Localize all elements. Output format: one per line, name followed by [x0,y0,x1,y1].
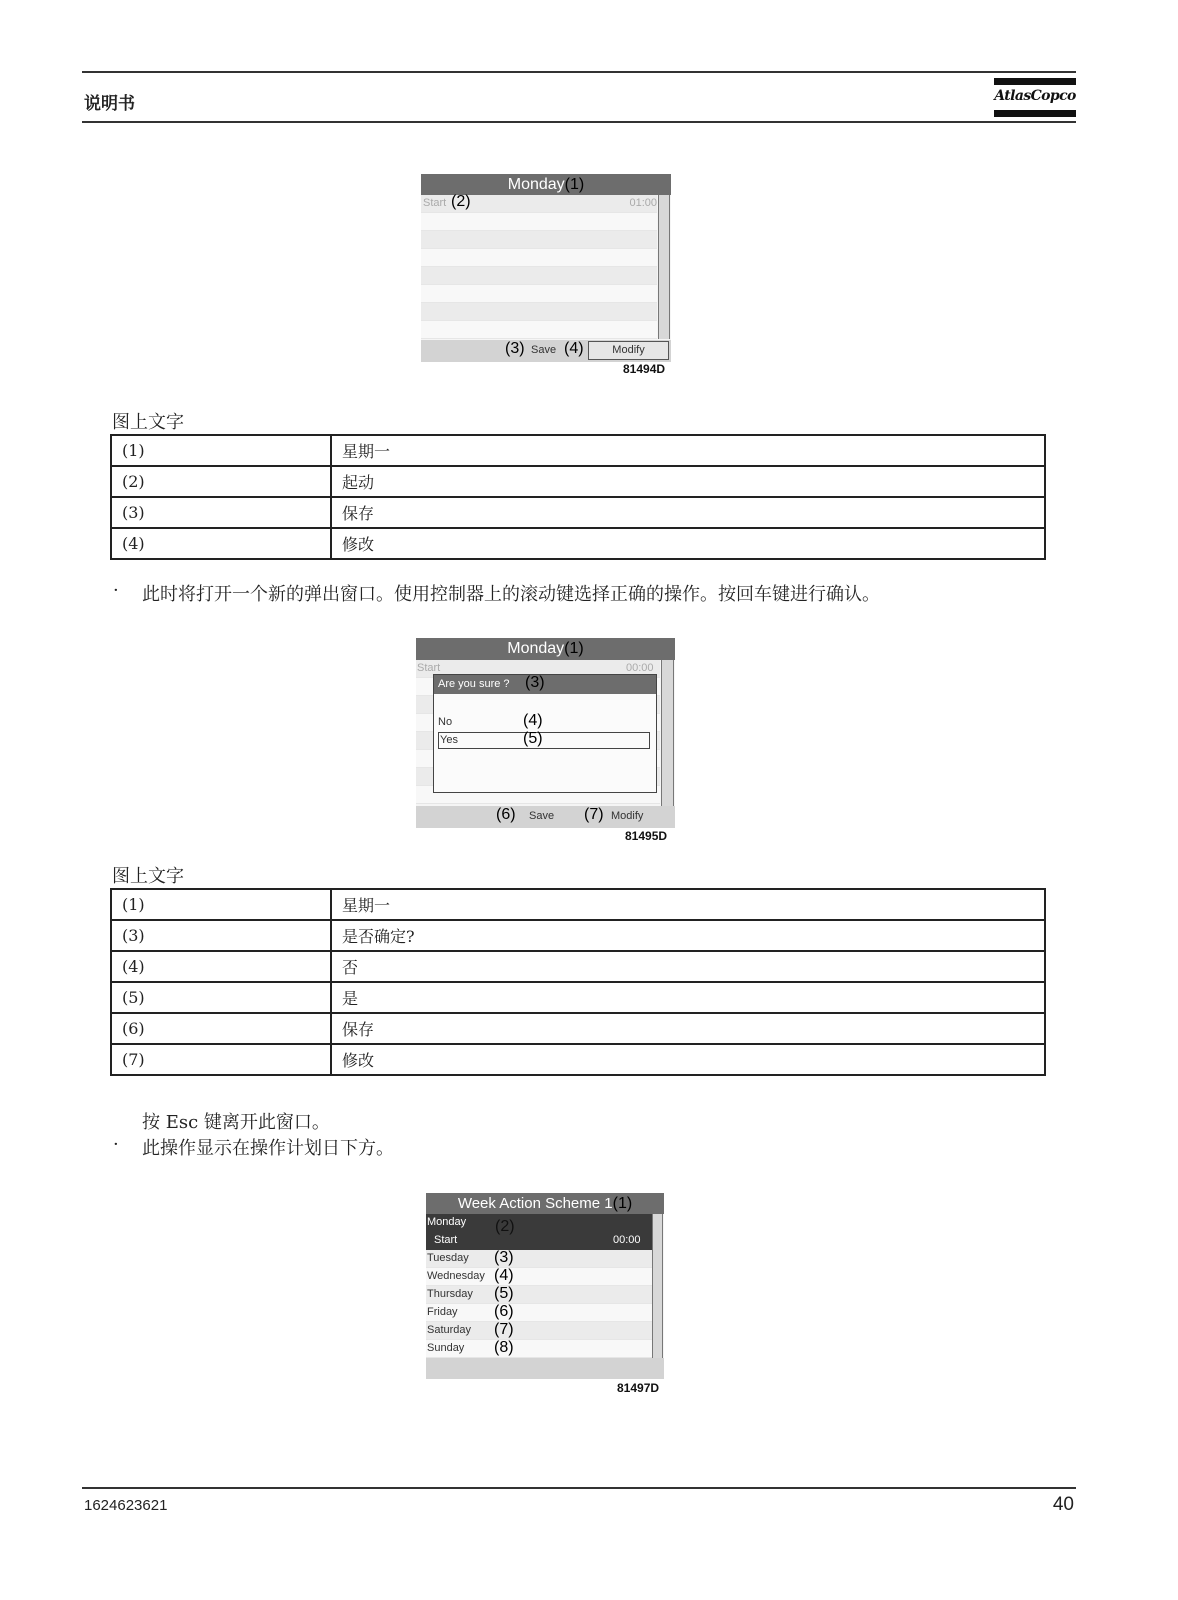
instruction-text: 此时将打开一个新的弹出窗口。使用控制器上的滚动键选择正确的操作。按回车键进行确认。 [142,584,880,605]
callout-3: (3) [505,340,525,357]
save-button[interactable]: Save [529,810,555,822]
legend-row [111,1013,1045,1044]
legend-key: (5) [111,982,331,1013]
monday-block-selected[interactable] [426,1214,652,1250]
callout-6: (6) [496,806,516,823]
legend-row [111,951,1045,982]
callout-7: (7) [584,806,604,823]
legend-row [111,528,1045,559]
callout-2: (2) [451,193,471,210]
schedule-row [421,285,657,303]
legend-row [111,466,1045,497]
legend-value: 星期一 [331,889,1045,920]
start-label: Start [417,662,441,674]
legend-row [111,982,1045,1013]
option-no-label: No [438,716,453,728]
legend-row [111,1044,1045,1075]
legend-value: 是否确定? [331,920,1045,951]
confirm-dialog [433,674,657,793]
footer-rule [82,1487,1076,1489]
day-row-tuesday[interactable] [426,1250,652,1268]
schedule-row [421,213,657,231]
option-yes-label: Yes [440,734,458,746]
legend-row [111,889,1045,920]
legend-table [110,888,1046,1076]
legend-key: (6) [111,1013,331,1044]
logo-text: AtlasCopco [994,88,1076,104]
legend-value: 否 [331,951,1045,982]
logo-bar-top [994,78,1076,85]
header-title: 说明书 [84,94,135,114]
legend-key: (4) [111,951,331,982]
header-rule-top [82,71,1076,73]
legend-row [111,920,1045,951]
callout-4: (4) [523,712,543,729]
day-row-thursday[interactable] [426,1286,652,1304]
dialog-title-bar [434,675,656,694]
callout-4: (4) [564,340,584,357]
modify-button[interactable]: Modify [588,341,669,360]
schedule-row [421,303,657,321]
bullet-mark: · [113,1134,119,1155]
day-callout: (3) [494,1249,514,1266]
monday-label: Monday [427,1216,467,1228]
start-entry[interactable] [423,195,657,213]
callout-2: (2) [495,1218,515,1235]
start-time: 01:00 [629,197,657,209]
screen-title-bar [416,638,675,660]
logo-bar-bottom [994,110,1076,117]
schedule-row [421,267,657,285]
action-note: 此操作显示在操作计划日下方。 [142,1138,394,1159]
bullet-mark: · [113,580,119,601]
start-label: Start [434,1234,458,1246]
day-callout: (4) [494,1267,514,1284]
screen-title: Week Action Scheme 1 [457,1195,613,1212]
day-label: Wednesday [427,1270,485,1282]
legend-row [111,435,1045,466]
schedule-row [421,321,657,339]
legend-value: 保存 [331,1013,1045,1044]
option-no[interactable] [438,713,650,731]
legend-value: 起动 [331,466,1045,497]
start-label: Start [423,197,447,209]
legend-value: 保存 [331,497,1045,528]
start-time: 00:00 [626,662,654,674]
callout-5: (5) [523,730,543,747]
screen-title: Monday [507,640,565,657]
legend-key: (7) [111,1044,331,1075]
screen-footer [421,340,671,362]
callout-1: (1) [612,1195,633,1212]
figure-code: 81497D [617,1381,660,1395]
day-row-saturday[interactable] [426,1322,652,1340]
document-number: 1624623621 [84,1497,168,1514]
day-callout: (7) [494,1321,514,1338]
day-label: Saturday [427,1324,472,1336]
callout-1: (1) [564,176,585,193]
modify-button[interactable]: Modify [611,810,644,822]
day-label: Friday [427,1306,458,1318]
legend-key: (1) [111,889,331,920]
legend-key: (3) [111,920,331,951]
legend-value: 修改 [331,528,1045,559]
schedule-row [421,231,657,249]
scrollbar[interactable] [652,1214,663,1358]
legend-caption: 图上文字 [112,412,184,433]
dialog-title: Are you sure ? [438,678,510,690]
legend-row [111,497,1045,528]
legend-caption: 图上文字 [112,866,184,887]
screen-title: Monday [507,176,565,193]
schedule-rows [421,195,657,339]
day-row-sunday[interactable] [426,1340,652,1358]
screen-title-bar [426,1193,664,1214]
legend-table [110,434,1046,560]
day-row-wednesday[interactable] [426,1268,652,1286]
atlas-copco-logo [994,78,1076,120]
figure-code: 81495D [625,829,668,843]
legend-key: (1) [111,435,331,466]
screen-footer [416,806,675,828]
day-label: Sunday [427,1342,465,1354]
day-label: Tuesday [427,1252,469,1264]
legend-key: (4) [111,528,331,559]
day-label: Thursday [427,1288,473,1300]
scrollbar[interactable] [661,660,674,806]
legend-value: 修改 [331,1044,1045,1075]
callout-1: (1) [564,640,584,657]
controller-screen-week-scheme [426,1193,664,1379]
start-time: 00:00 [613,1234,641,1246]
legend-value: 星期一 [331,435,1045,466]
save-button[interactable]: Save [531,344,557,356]
screen-footer [426,1358,664,1379]
figure-code: 81494D [623,362,666,376]
page-number: 40 [1052,1494,1074,1515]
day-row-friday[interactable] [426,1304,652,1322]
controller-screen-confirm [416,638,675,828]
controller-screen-monday [421,174,671,362]
callout-3: (3) [525,674,545,691]
legend-key: (2) [111,466,331,497]
day-callout: (8) [494,1339,514,1356]
esc-instruction: 按 Esc 键离开此窗口。 [142,1112,330,1133]
legend-value: 是 [331,982,1045,1013]
legend-key: (3) [111,497,331,528]
day-list [426,1250,652,1358]
day-callout: (5) [494,1285,514,1302]
scrollbar[interactable] [658,195,670,339]
day-callout: (6) [494,1303,514,1320]
header-rule-bottom [82,121,1076,123]
screen-title-bar [421,174,671,195]
schedule-row [421,249,657,267]
option-yes[interactable] [438,732,650,749]
